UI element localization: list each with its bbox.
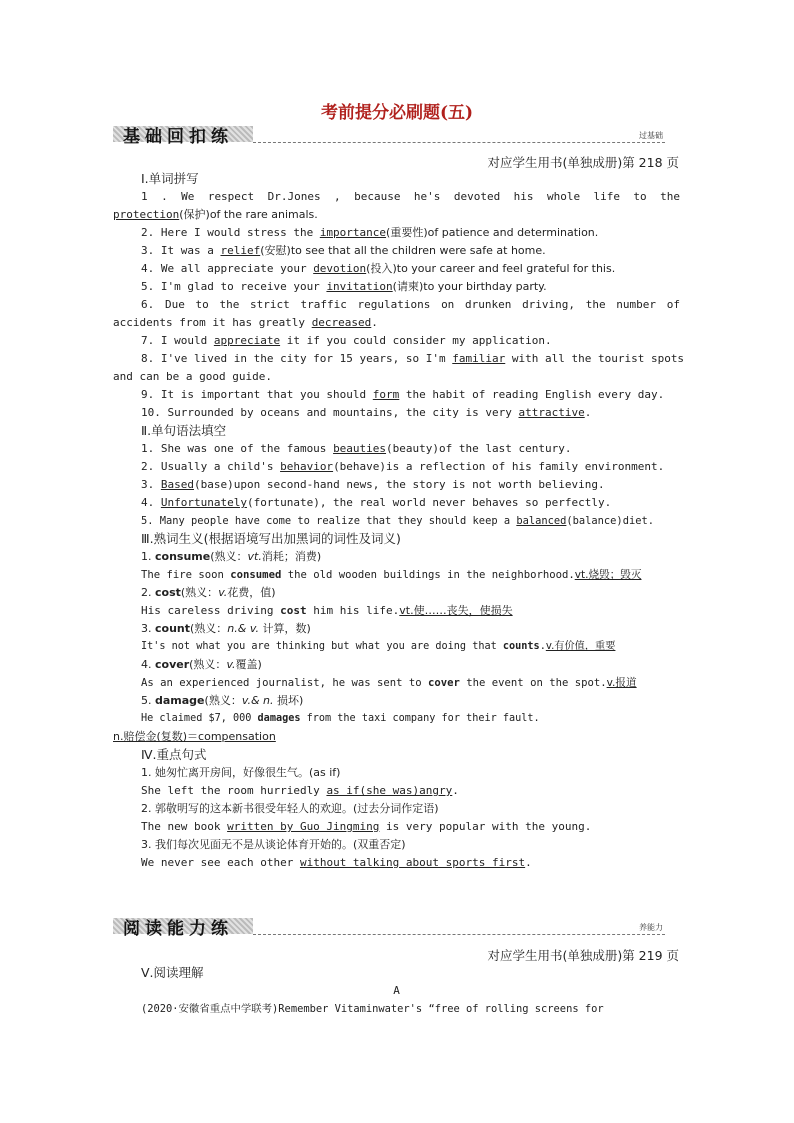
question-line: 1. consume(熟义：vt.消耗；消费) xyxy=(141,550,322,563)
question-line: 5. Many people have come to realize that they should keep a balanced(balance)diet. xyxy=(141,515,654,527)
question-line: We never see each other without talking about sports first. xyxy=(141,856,532,869)
answer: without talking about sports first xyxy=(299,856,526,869)
question-line: 3. count(熟义：n.& v. 计算，数) xyxy=(141,622,311,635)
passage-text: (2020·安徽省重点中学联考)Remember Vitaminwater's “free of rolling screens for xyxy=(141,1003,604,1015)
exercise-content xyxy=(113,170,685,872)
question-line xyxy=(113,728,680,746)
answer: vt.使……丧失，使损失 xyxy=(399,604,513,617)
question-line: It's not what you are thinking but what you are doing that counts.v.有价值，重要 xyxy=(141,641,616,652)
question-line: 4. We all appreciate your devotion(投入)to your career and feel grateful for this. xyxy=(141,262,616,275)
question-line: 10. Surrounded by oceans and mountains, the city is very attractive. xyxy=(141,406,592,419)
question-line: 2. 郭敬明写的这本新书很受年轻人的欢迎。(过去分词作定语) xyxy=(141,802,439,815)
question-line: 4. Unfortunately(fortunate), the real world never behaves so perfectly. xyxy=(141,496,612,509)
question-line: 1. She was one of the famous beauties(beauty)of the last century. xyxy=(141,442,572,455)
answer: balanced xyxy=(516,515,567,527)
question-line: 3. Based(base)upon second-hand news, the story is not worth believing. xyxy=(141,478,605,491)
section-banner-basic xyxy=(113,124,679,146)
question-line: accidents from it has greatly decreased. xyxy=(113,316,378,329)
banner-rule xyxy=(253,934,665,935)
answer: behavior xyxy=(280,460,334,473)
banner-label: 基础回扣练 xyxy=(123,127,233,147)
question-line: 1. 她匆忙离开房间，好像很生气。(as if) xyxy=(141,766,341,779)
answer: protection xyxy=(113,208,180,221)
question-line: He claimed $7, 000 damages from the taxi company for their fault. xyxy=(141,713,540,724)
banner-tag: 过基础 xyxy=(639,131,663,140)
question-line: 4. cover(熟义：v.覆盖) xyxy=(141,658,262,671)
section-heading: Ⅱ.单句语法填空 xyxy=(141,423,227,438)
answer: importance xyxy=(319,226,387,239)
question-line: 5. I'm glad to receive your invitation(请柬)to your birthday party. xyxy=(141,280,547,293)
question-line: The fire soon consumed the old wooden buildings in the neighborhood.vt.烧毁；毁灭 xyxy=(141,569,642,581)
answer: n.赔偿金(复数)＝compensation xyxy=(113,730,276,743)
answer: written by Guo Jingming xyxy=(227,820,380,833)
answer: v.报道 xyxy=(606,677,637,689)
banner-label: 阅读能力练 xyxy=(123,919,233,939)
answer: v.有价值，重要 xyxy=(545,641,616,652)
question-line: 3. 我们每次见面无不是从谈论体育开始的。(双重否定) xyxy=(141,838,406,851)
passage-letter: A xyxy=(393,984,400,997)
answer: as if(she was)angry xyxy=(326,784,453,797)
banner-rule xyxy=(253,142,665,143)
page-title: 考前提分必刷题(五) xyxy=(320,103,474,123)
question-line: 6. Due to the strict traffic regulations on drunken driving, the number of xyxy=(141,298,680,311)
answer: attractive xyxy=(518,406,585,419)
section-heading: Ⅳ.重点句式 xyxy=(141,747,207,762)
question-line: 5. damage(熟义：v.& n. 损坏) xyxy=(141,694,304,707)
question-line: She left the room hurriedly as if(she was)angry. xyxy=(141,784,459,797)
answer: beauties xyxy=(333,442,387,455)
answer: Unfortunately xyxy=(160,496,247,509)
question-line: 2. Here I would stress the importance(重要性)of patience and determination. xyxy=(141,226,599,239)
section-heading: Ⅲ.熟词生义(根据语境写出加黑词的词性及词义) xyxy=(141,531,401,546)
answer: familiar xyxy=(452,352,506,365)
answer: vt.烧毁；毁灭 xyxy=(574,569,642,581)
answer: relief xyxy=(220,244,261,257)
question-line: and can be a good guide. xyxy=(113,370,272,383)
answer: decreased xyxy=(311,316,372,329)
section-heading: Ⅴ.阅读理解 xyxy=(141,965,204,980)
question-line: 9. It is important that you should form the habit of reading English every day. xyxy=(141,388,665,401)
page-reference: 对应学生用书(单独成册)第 219 页 xyxy=(487,948,679,963)
question-line: 3. It was a relief(安慰)to see that all the children were safe at home. xyxy=(141,244,546,257)
section-banner-reading xyxy=(113,916,679,938)
answer: Based xyxy=(160,478,194,491)
question-line: 2. Usually a child's behavior(behave)is a reflection of his family environment. xyxy=(141,460,665,473)
answer: appreciate xyxy=(213,334,281,347)
question-line: 1 . We respect Dr.Jones , because he's devoted his whole life to the xyxy=(141,190,680,203)
reading-content xyxy=(113,964,680,1018)
section-heading: Ⅰ.单词拼写 xyxy=(141,171,199,186)
question-line: 2. cost(熟义：v.花费，值) xyxy=(141,586,276,599)
banner-tag: 养能力 xyxy=(639,923,663,932)
question-line: 8. I've lived in the city for 15 years, so I'm familiar with all the tourist spots xyxy=(141,352,685,365)
question-line: protection(保护)of the rare animals. xyxy=(113,208,318,221)
answer: invitation xyxy=(326,280,393,293)
question-line: His careless driving cost him his life.vt.使……丧失，使损失 xyxy=(141,604,513,617)
question-line: As an experienced journalist, he was sent to cover the event on the spot.v.报道 xyxy=(141,677,637,689)
question-line: 7. I would appreciate it if you could consider my application. xyxy=(141,334,552,347)
answer: form xyxy=(372,388,400,401)
answer: devotion xyxy=(313,262,367,275)
page-reference: 对应学生用书(单独成册)第 218 页 xyxy=(487,155,679,170)
question-line: The new book written by Guo Jingming is very popular with the young. xyxy=(141,820,592,833)
